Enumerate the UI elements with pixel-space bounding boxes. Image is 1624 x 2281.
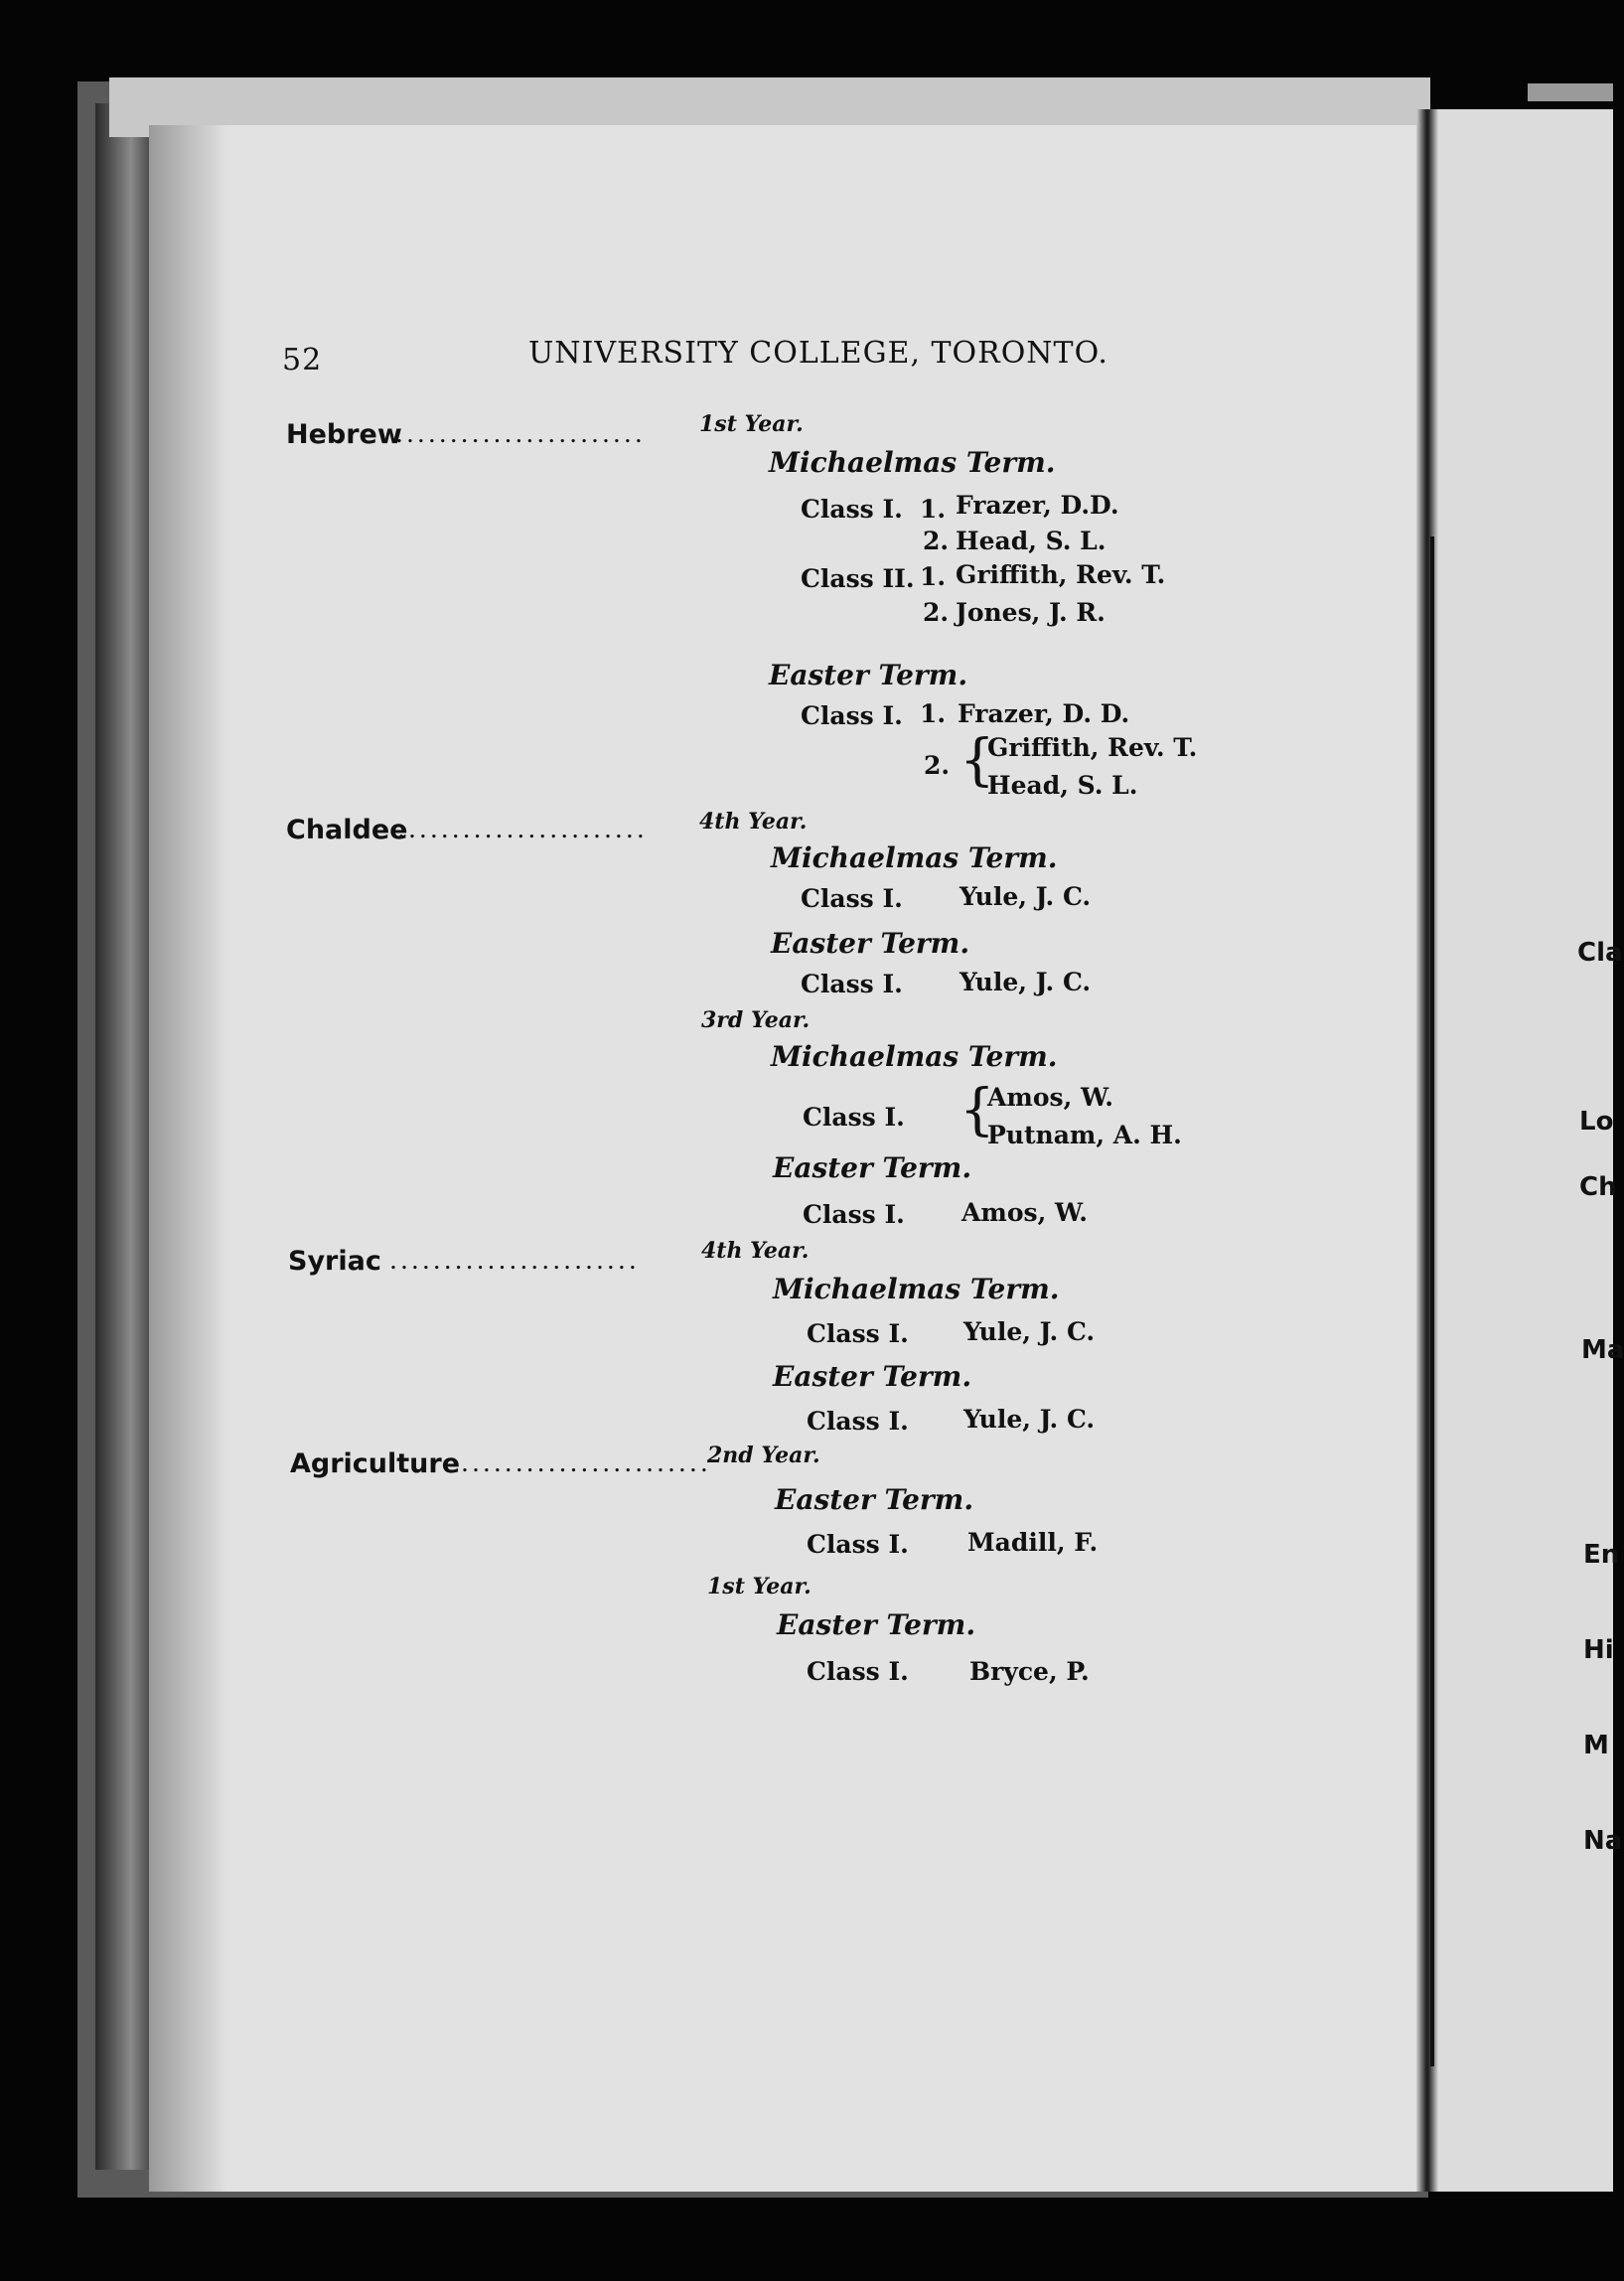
student-name: Griffith, Rev. T. xyxy=(956,560,1166,589)
class-label: Class II. xyxy=(801,564,915,593)
term-heading: Michaelmas Term. xyxy=(771,841,1058,874)
subject-label: Hebrew xyxy=(286,419,402,450)
subject-label: Syriac xyxy=(288,1246,381,1277)
binding-thread xyxy=(1430,536,1434,2066)
student-name: Putnam, A. H. xyxy=(987,1121,1182,1149)
class-label: Class I. xyxy=(807,1407,909,1436)
student-name: Yule, J. C. xyxy=(963,1405,1096,1434)
subject-label: Agriculture xyxy=(290,1448,461,1479)
class-label: Class I. xyxy=(807,1319,909,1348)
term-heading: Easter Term. xyxy=(771,927,970,960)
term-heading: Easter Term. xyxy=(773,1360,972,1393)
year-label: 3rd Year. xyxy=(701,1007,811,1033)
facing-fragment: Ch xyxy=(1579,1172,1617,1202)
class-label: Class I. xyxy=(801,884,903,913)
student-name: Amos, W. xyxy=(961,1198,1088,1227)
class-label: Class I. xyxy=(801,701,903,730)
year-label: 4th Year. xyxy=(699,809,808,835)
student-name: Yule, J. C. xyxy=(963,1317,1096,1346)
term-heading: Easter Term. xyxy=(773,1151,972,1184)
class-label: Class I. xyxy=(803,1200,905,1229)
term-heading: Michaelmas Term. xyxy=(769,446,1056,479)
running-head: UNIVERSITY COLLEGE, TORONTO. xyxy=(528,336,1108,371)
leader-dots: ....................... xyxy=(389,1246,640,1275)
facing-page xyxy=(1436,109,1613,2192)
year-label: 1st Year. xyxy=(699,411,804,437)
subject-label: Chaldee xyxy=(286,815,408,845)
year-label: 4th Year. xyxy=(701,1238,810,1264)
facing-fragment: Na xyxy=(1583,1826,1623,1856)
facing-fragment: Hi xyxy=(1583,1635,1614,1665)
student-name: Frazer, D.D. xyxy=(956,491,1119,520)
student-name: Yule, J. C. xyxy=(960,968,1092,996)
leader-dots: ....................... xyxy=(397,815,648,843)
class-label: Class I. xyxy=(807,1530,909,1559)
rank-number: 1. xyxy=(920,562,947,591)
term-heading: Michaelmas Term. xyxy=(771,1040,1058,1073)
class-label: Class I. xyxy=(803,1103,905,1132)
facing-fragment: Ma xyxy=(1581,1335,1624,1365)
brace-glyph: { xyxy=(960,728,995,793)
page-stack-shadow xyxy=(95,103,155,2170)
page-shadow xyxy=(149,125,228,2192)
class-label: Class I. xyxy=(801,495,903,524)
term-heading: Easter Term. xyxy=(775,1483,974,1516)
student-name: Amos, W. xyxy=(987,1083,1113,1112)
year-label: 2nd Year. xyxy=(707,1443,820,1468)
student-name: Griffith, Rev. T. xyxy=(987,733,1198,762)
term-heading: Michaelmas Term. xyxy=(773,1273,1060,1305)
student-name: Madill, F. xyxy=(967,1528,1099,1557)
student-name: Bryce, P. xyxy=(969,1657,1090,1686)
rank-number: 2. xyxy=(923,527,950,555)
student-name: Jones, J. R. xyxy=(956,598,1106,627)
year-label: 1st Year. xyxy=(707,1574,812,1599)
rank-number: 1. xyxy=(920,699,947,728)
book-gutter xyxy=(1416,109,1438,2192)
facing-fragment: Lo xyxy=(1579,1107,1614,1137)
class-label: Class I. xyxy=(807,1657,909,1686)
facing-fragment: Cla xyxy=(1577,938,1623,968)
class-label: Class I. xyxy=(801,970,903,998)
student-name: Frazer, D. D. xyxy=(958,699,1130,728)
page-corner xyxy=(1528,83,1613,101)
leader-dots: ....................... xyxy=(395,419,646,448)
student-name: Head, S. L. xyxy=(987,771,1138,800)
leader-dots: ....................... xyxy=(461,1448,711,1477)
brace-glyph: { xyxy=(960,1078,995,1142)
rank-number: 1. xyxy=(920,495,947,524)
facing-fragment: M xyxy=(1583,1731,1609,1760)
student-name: Yule, J. C. xyxy=(960,882,1092,911)
term-heading: Easter Term. xyxy=(769,659,968,691)
page-number: 52 xyxy=(282,343,323,378)
term-heading: Easter Term. xyxy=(777,1608,976,1641)
rank-number: 2. xyxy=(924,751,951,780)
facing-fragment: En xyxy=(1583,1540,1620,1570)
rank-number: 2. xyxy=(923,598,950,627)
student-name: Head, S. L. xyxy=(956,527,1107,555)
